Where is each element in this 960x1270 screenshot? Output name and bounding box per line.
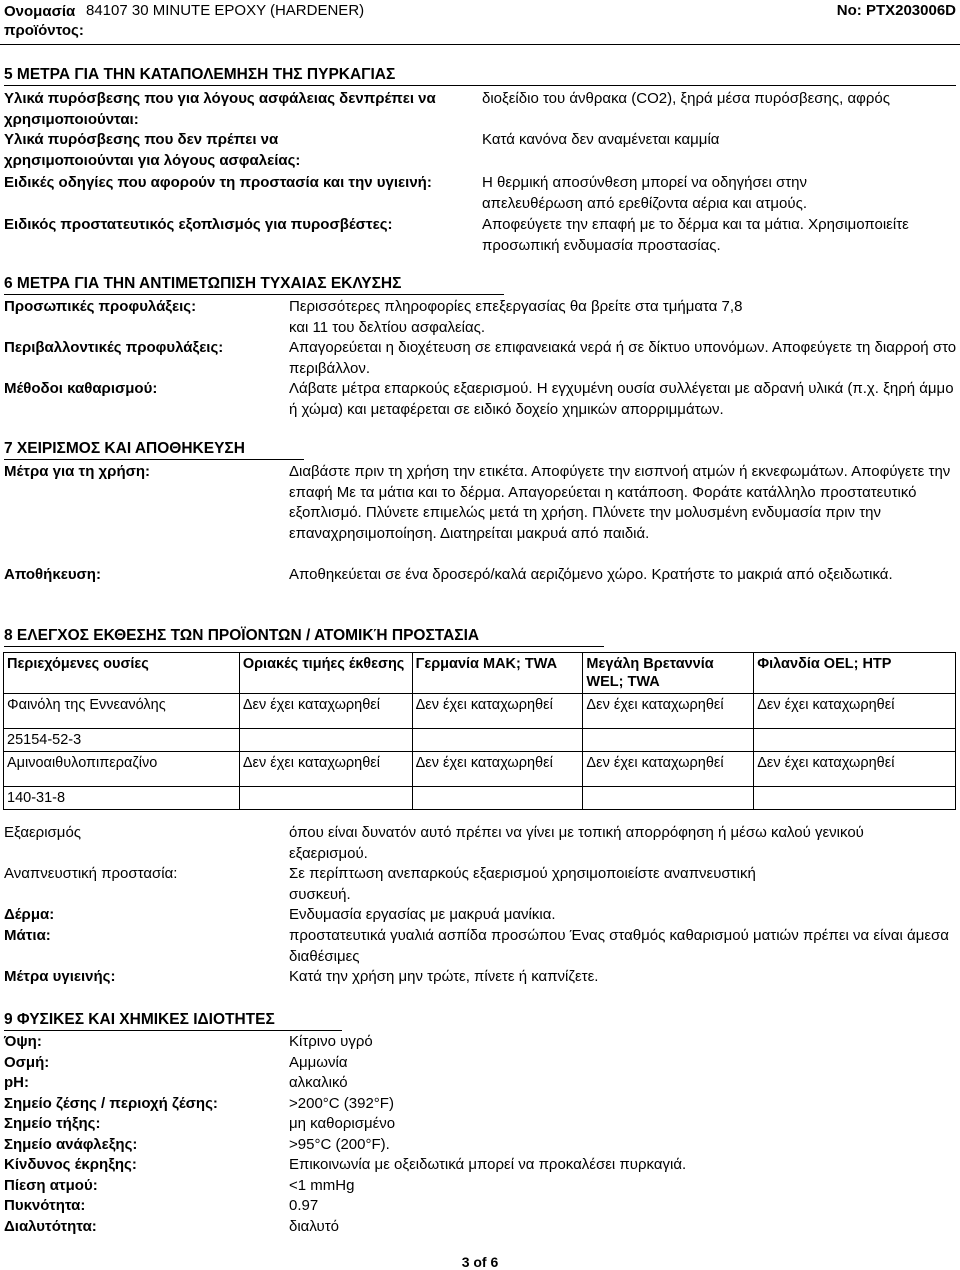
s8-value-skin: Ενδυμασία εργασίας με μακρυά μανίκια. <box>289 906 556 923</box>
s9-value-ph: αλκαλικό <box>289 1074 348 1091</box>
s9-label-density: Πυκνότητα: <box>4 1197 86 1214</box>
table-cell <box>412 729 583 752</box>
s8-value-eyes: προστατευτικά γυαλιά ασπίδα προσώπου Ένας σταθμός καθαρισμού ματιών πρέπει να είναι άμεσα διαθέσιμες <box>289 927 949 965</box>
table-header-row <box>4 653 956 694</box>
product-name-label: Ονομασία προϊόντος: <box>4 3 84 39</box>
table-cell <box>754 729 956 752</box>
s6-label-1: Προσωπικές προφυλάξεις: <box>4 298 197 315</box>
s5-value-4: Αποφεύγετε την επαφή με το δέρμα και τα μάτια. Χρησιμοποιείτε προσωπική ενδυμασία προστασίας. <box>482 216 909 254</box>
s9-value-appearance: Κίτρινο υγρό <box>289 1033 373 1050</box>
s8-label-ventilation: Εξαερισμός <box>4 824 82 841</box>
table-cell <box>239 787 412 810</box>
table-cell <box>239 729 412 752</box>
s6-value-3: Λάβατε μέτρα επαρκούς εξαερισμού. Η εγχυμένη ουσία συλλέγεται με αδρανή υλικά (π.χ. ξηρή άμμο ή χώμα) και μεταφέρεται σε ειδικό δοχείο χημικών απορριμμάτων. <box>289 380 954 418</box>
product-name: 84107 30 MINUTE EPOXY (HARDENER) <box>86 2 365 19</box>
s6-value-2: Απαγορεύεται η διοχέτευση σε επιφανειακά νερά ή σε δίκτυο υπονόμων. Αποφεύγετε τη διαρροή στο περιβάλλον. <box>289 339 957 377</box>
s9-value-boiling: >200°C (392°F) <box>289 1094 394 1112</box>
s8-label-hygiene: Μέτρα υγιεινής: <box>4 968 116 985</box>
s9-label-vapor: Πίεση ατμού: <box>4 1176 98 1194</box>
table-row <box>4 787 956 810</box>
s9-label-solubility: Διαλυτότητα: <box>4 1217 97 1235</box>
s9-value-density: 0.97 <box>289 1197 319 1214</box>
s9-label-boiling: Σημείο ζέσης / περιοχή ζέσης: <box>4 1094 218 1112</box>
s7-label-2: Αποθήκευση: <box>4 566 101 583</box>
table-cell: Δεν έχει καταχωρηθεί <box>412 752 583 787</box>
table-cell <box>583 787 754 810</box>
section-5-title: 5 ΜΕΤΡΑ ΓΙΑ ΤΗΝ ΚΑΤΑΠΟΛΕΜΗΣΗ ΤΗΣ ΠΥΡΚΑΓΙΑΣ <box>4 66 956 86</box>
document-header <box>0 0 960 45</box>
s8-value-hygiene: Κατά την χρήση μην τρώτε, πίνετε ή καπνίζετε. <box>289 968 599 985</box>
table-cell: Δεν έχει καταχωρηθεί <box>754 752 956 787</box>
s6-value-1: Περισσότερες πληροφορίες επεξεργασίας θα βρείτε στα τμήματα 7,8 και 11 του δελτίου ασφαλείας. <box>289 298 743 336</box>
table-cell: 25154-52-3 <box>4 729 240 752</box>
table-header-cell: Μεγάλη Βρεταννία WEL; TWA <box>583 653 754 694</box>
s9-value-odor: Αμμωνία <box>289 1053 348 1071</box>
table-header-cell: Γερμανία MAK; TWA <box>412 653 583 694</box>
table-header-cell: Οριακές τιμήες έκθεσης <box>239 653 412 694</box>
table-cell: Φαινόλη της Εννεανόλης <box>4 694 240 729</box>
s7-label-1: Μέτρα για τη χρήση: <box>4 463 151 480</box>
s9-value-solubility: διαλυτό <box>289 1217 339 1235</box>
s6-label-2: Περιβαλλοντικές προφυλάξεις: <box>4 339 224 356</box>
table-header-cell: Περιεχόμενες ουσίες <box>4 653 240 694</box>
document-number: No: PTX203006D <box>836 2 956 19</box>
s9-value-melting: μη καθορισμένο <box>289 1115 396 1132</box>
s8-value-respiratory: Σε περίπτωση ανεπαρκούς εξαερισμού χρησιμοποιείστε αναπνευστική συσκευή. <box>289 865 756 903</box>
table-row <box>4 694 956 729</box>
table-row <box>4 729 956 752</box>
s7-value-2: Αποθηκεύεται σε ένα δροσερό/καλά αεριζόμενο χώρο. Κρατήστε το μακριά από οξειδωτικά. <box>289 566 893 583</box>
s9-label-ph: pH: <box>4 1074 29 1091</box>
s5-label-4: Ειδικός προστατευτικός εξοπλισμός για πυροσβέστες: <box>4 216 393 233</box>
table-cell: Δεν έχει καταχωρηθεί <box>583 752 754 787</box>
section-9-title: 9 ΦΥΣΙΚΕΣ ΚΑΙ ΧΗΜΙΚΕΣ ΙΔΙΟΤΗΤΕΣ <box>4 1011 342 1031</box>
section-8-title: 8 ΕΛΕΓΧΟΣ ΕΚΘΕΣΗΣ ΤΩΝ ΠΡΟΪΟΝΤΩΝ / ΑΤΟΜΙΚΉ ΠΡΟΣΤΑΣΙΑ <box>4 627 604 647</box>
section-7-title: 7 ΧΕΙΡΙΣΜΟΣ ΚΑΙ ΑΠΟΘΗΚΕΥΣΗ <box>4 440 304 460</box>
table-cell <box>583 729 754 752</box>
table-cell: Αμινοαιθυλοπιπεραζίνο <box>4 752 240 787</box>
table-cell <box>412 787 583 810</box>
s7-value-1: Διαβάστε πριν τη χρήση την ετικέτα. Αποφύγετε την εισπνοή ατμών ή εκνεφωμάτων. Αποφύγετε την επαφή Με τα μάτια και το δέρμα. Απαγορεύεται η κατάποση. Φοράτε κατάλληλο προστατευτικό εξοπλισμό. Πλύνετε επιμελώς μετά τη χρήση. Πλύνετε την μολυσμένη ενδυμασία πριν την επαναχρησιμοποίηση. Διατηρείται μακρυά από παιδιά. <box>289 463 951 542</box>
s9-label-appearance: Όψη: <box>4 1033 42 1050</box>
s5-label-3: Ειδικές οδηγίες που αφορούν τη προστασία και την υγιεινή: <box>4 174 432 191</box>
table-cell: 140-31-8 <box>4 787 240 810</box>
table-cell: Δεν έχει καταχωρηθεί <box>754 694 956 729</box>
s9-value-explosion: Επικοινωνία με οξειδωτικά μπορεί να προκαλέσει πυρκαγιά. <box>289 1156 687 1173</box>
s9-value-flash: >95°C (200°F). <box>289 1135 390 1153</box>
s5-label-1: Υλικά πυρόσβεσης που για λόγους ασφάλειας δενπρέπει να χρησιμοποιούνται: <box>4 90 436 128</box>
s8-label-eyes: Μάτια: <box>4 927 51 944</box>
table-cell <box>754 787 956 810</box>
s9-label-melting: Σημείο τήξης: <box>4 1115 101 1132</box>
table-row <box>4 752 956 787</box>
table-header-cell: Φιλανδία OEL; HTP <box>754 653 956 694</box>
table-cell: Δεν έχει καταχωρηθεί <box>583 694 754 729</box>
table-cell: Δεν έχει καταχωρηθεί <box>239 752 412 787</box>
s8-label-respiratory: Αναπνευστική προστασία: <box>4 865 178 882</box>
exposure-limits-table <box>3 652 956 810</box>
s5-value-2: Κατά κανόνα δεν αναμένεται καμμία <box>482 131 720 148</box>
s5-value-3: Η θερμική αποσύνθεση μπορεί να οδηγήσει στην απελευθέρωση από ερεθίζοντα αέρια και ατμούς. <box>482 174 807 212</box>
s9-label-explosion: Κίνδυνος έκρηξης: <box>4 1156 137 1173</box>
section-6-title: 6 ΜΕΤΡΑ ΓΙΑ ΤΗΝ ΑΝΤΙΜΕΤΩΠΙΣΗ ΤΥΧΑΙΑΣ ΕΚΛΥΣΗΣ <box>4 275 504 295</box>
table-cell: Δεν έχει καταχωρηθεί <box>412 694 583 729</box>
table-cell: Δεν έχει καταχωρηθεί <box>239 694 412 729</box>
s8-label-skin: Δέρμα: <box>4 906 55 923</box>
s9-label-flash: Σημείο ανάφλεξης: <box>4 1135 138 1153</box>
s6-label-3: Μέθοδοι καθαρισμού: <box>4 380 158 397</box>
s9-label-odor: Οσμή: <box>4 1053 50 1071</box>
s5-label-2: Υλικά πυρόσβεσης που δεν πρέπει να χρησιμοποιούνται για λόγους ασφαλείας: <box>4 131 301 169</box>
s9-value-vapor: <1 mmHg <box>289 1176 355 1194</box>
page-number: 3 of 6 <box>461 1254 499 1270</box>
s5-value-1: διοξείδιο του άνθρακα (CO2), ξηρά μέσα πυρόσβεσης, αφρός <box>482 90 890 107</box>
s8-value-ventilation: όπου είναι δυνατόν αυτό πρέπει να γίνει με τοπική απορρόφηση ή μέσω καλού γενικού εξαερισμού. <box>289 824 864 862</box>
